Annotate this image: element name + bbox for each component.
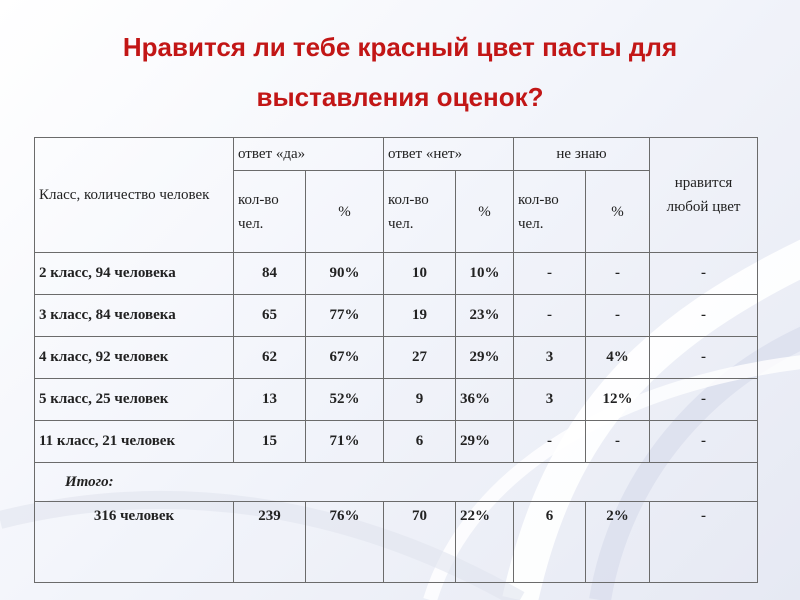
subheader-count: кол-во чел. bbox=[514, 171, 586, 253]
cell-no-count: 27 bbox=[384, 337, 456, 379]
cell-yes-pct: 90% bbox=[306, 253, 384, 295]
cell-yes-count: 65 bbox=[234, 295, 306, 337]
total-no-count: 70 bbox=[384, 502, 456, 583]
total-row bbox=[35, 502, 758, 583]
cell-dk-count: - bbox=[514, 421, 586, 463]
total-yes-count: 239 bbox=[234, 502, 306, 583]
cell-any: - bbox=[650, 337, 758, 379]
cell-dk-pct: - bbox=[586, 421, 650, 463]
cell-dk-pct: 4% bbox=[586, 337, 650, 379]
subheader-pct: % bbox=[306, 171, 384, 253]
subheader-pct: % bbox=[456, 171, 514, 253]
total-class: 316 человек bbox=[35, 502, 234, 583]
table-row bbox=[35, 253, 758, 295]
cell-any: - bbox=[650, 379, 758, 421]
itogo-label: Итого: bbox=[35, 463, 758, 502]
cell-dk-count: - bbox=[514, 295, 586, 337]
cell-dk-pct: 12% bbox=[586, 379, 650, 421]
cell-dk-pct: - bbox=[586, 253, 650, 295]
cell-yes-pct: 71% bbox=[306, 421, 384, 463]
total-dk-count: 6 bbox=[514, 502, 586, 583]
cell-yes-count: 15 bbox=[234, 421, 306, 463]
header-dont-know: не знаю bbox=[514, 138, 650, 171]
cell-no-count: 6 bbox=[384, 421, 456, 463]
cell-no-pct: 29% bbox=[456, 421, 514, 463]
cell-no-count: 10 bbox=[384, 253, 456, 295]
survey-table bbox=[34, 137, 758, 583]
cell-class: 3 класс, 84 человека bbox=[35, 295, 234, 337]
header-no: ответ «нет» bbox=[384, 138, 514, 171]
total-no-pct: 22% bbox=[456, 502, 514, 583]
cell-yes-count: 13 bbox=[234, 379, 306, 421]
cell-any: - bbox=[650, 295, 758, 337]
cell-no-pct: 10% bbox=[456, 253, 514, 295]
table-row bbox=[35, 379, 758, 421]
subheader-pct: % bbox=[586, 171, 650, 253]
title-line-2: выставления оценок? bbox=[256, 82, 544, 112]
cell-class: 11 класс, 21 человек bbox=[35, 421, 234, 463]
cell-dk-count: - bbox=[514, 253, 586, 295]
table-row bbox=[35, 421, 758, 463]
cell-no-pct: 36% bbox=[456, 379, 514, 421]
page-title bbox=[40, 22, 760, 122]
cell-any: - bbox=[650, 421, 758, 463]
cell-dk-count: 3 bbox=[514, 379, 586, 421]
title-line-1: Нравится ли тебе красный цвет пасты для bbox=[122, 32, 678, 62]
cell-class: 2 класс, 94 человека bbox=[35, 253, 234, 295]
table-row bbox=[35, 295, 758, 337]
total-yes-pct: 76% bbox=[306, 502, 384, 583]
total-dk-pct: 2% bbox=[586, 502, 650, 583]
itogo-row bbox=[35, 463, 758, 502]
cell-yes-count: 62 bbox=[234, 337, 306, 379]
cell-class: 5 класс, 25 человек bbox=[35, 379, 234, 421]
table-row bbox=[35, 337, 758, 379]
cell-no-count: 19 bbox=[384, 295, 456, 337]
cell-any: - bbox=[650, 253, 758, 295]
cell-dk-pct: - bbox=[586, 295, 650, 337]
cell-no-count: 9 bbox=[384, 379, 456, 421]
cell-yes-pct: 52% bbox=[306, 379, 384, 421]
cell-yes-pct: 77% bbox=[306, 295, 384, 337]
cell-dk-count: 3 bbox=[514, 337, 586, 379]
header-any-color: нравится любой цвет bbox=[650, 138, 758, 253]
total-any: - bbox=[650, 502, 758, 583]
cell-yes-pct: 67% bbox=[306, 337, 384, 379]
header-yes: ответ «да» bbox=[234, 138, 384, 171]
cell-no-pct: 23% bbox=[456, 295, 514, 337]
subheader-count: кол-во чел. bbox=[384, 171, 456, 253]
subheader-count: кол-во чел. bbox=[234, 171, 306, 253]
header-row bbox=[35, 138, 758, 171]
header-class: Класс, количество человек bbox=[35, 138, 234, 253]
cell-no-pct: 29% bbox=[456, 337, 514, 379]
cell-class: 4 класс, 92 человек bbox=[35, 337, 234, 379]
cell-yes-count: 84 bbox=[234, 253, 306, 295]
